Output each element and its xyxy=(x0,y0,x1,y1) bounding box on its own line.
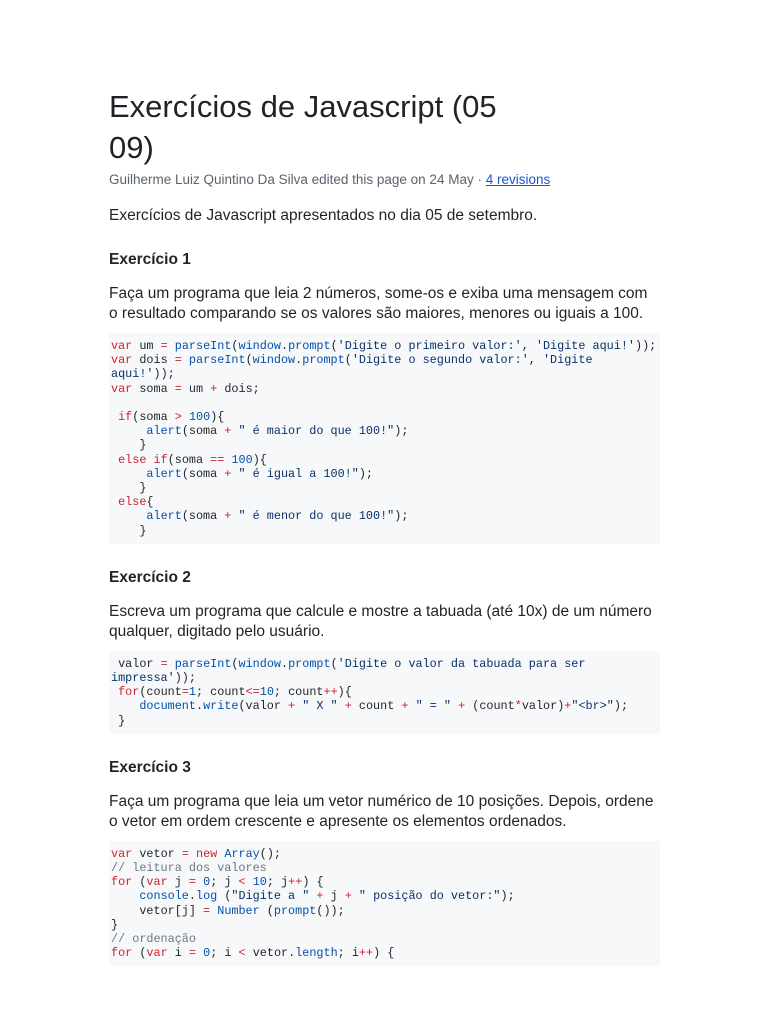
exercise-1-text: Faça um programa que leia 2 números, some-os e exiba uma mensagem com o resultado comparando se os valores são maiores, menores ou iguais a 100. xyxy=(109,285,648,322)
wiki-content xyxy=(109,86,660,966)
exercise-2-heading: Exercício 2 xyxy=(109,568,191,586)
page-meta xyxy=(109,171,660,189)
exercise-3-code: var vetor = new Array(); // leitura dos valores for (var j = 0; j < 10; j++) { console.log ("Digite a " + j + " posição do vetor:"); vetor[j] = Number (prompt()); } // ordenação for (var i = 0; i < vetor.length; i++) { xyxy=(109,841,660,967)
edit-info: Guilherme Luiz Quintino Da Silva edited this page on 24 May · xyxy=(109,172,486,187)
revisions-link[interactable]: 4 revisions xyxy=(485,172,551,187)
exercise-2-code: valor = parseInt(window.prompt('Digite o valor da tabuada para ser impressa')); for(count=1; count<=10; count++){ document.write(valor + " X " + count + " = " + (count*valor)+"<br>"); } xyxy=(109,651,660,734)
exercise-3-heading: Exercício 3 xyxy=(109,758,191,776)
exercise-1-heading: Exercício 1 xyxy=(109,251,191,268)
intro-text: Exercícios de Javascript apresentados no dia 05 de setembro. xyxy=(109,207,538,224)
exercise-3-text: Faça um programa que leia um vetor numérico de 10 posições. Depois, ordene o vetor em ordem crescente e apresente os elementos ordenados. xyxy=(109,792,654,830)
exercise-1-code: var um = parseInt(window.prompt('Digite o primeiro valor:', 'Digite aqui!')); var dois = parseInt(window.prompt('Digite o segundo valor:', 'Digite aqui!')); var soma = um + dois; if(soma > 100){ alert(soma + " é maior do que 100!"); } else if(soma == 100){ alert(soma + " é igual a 100!"); } else{ alert(soma + " é menor do que 100!"); } xyxy=(109,333,660,544)
exercise-2-text: Escreva um programa que calcule e mostre a tabuada (até 10x) de um número qualquer, digitado pelo usuário. xyxy=(109,602,652,640)
page-title: Exercícios de Javascript (05 09) xyxy=(109,89,497,165)
